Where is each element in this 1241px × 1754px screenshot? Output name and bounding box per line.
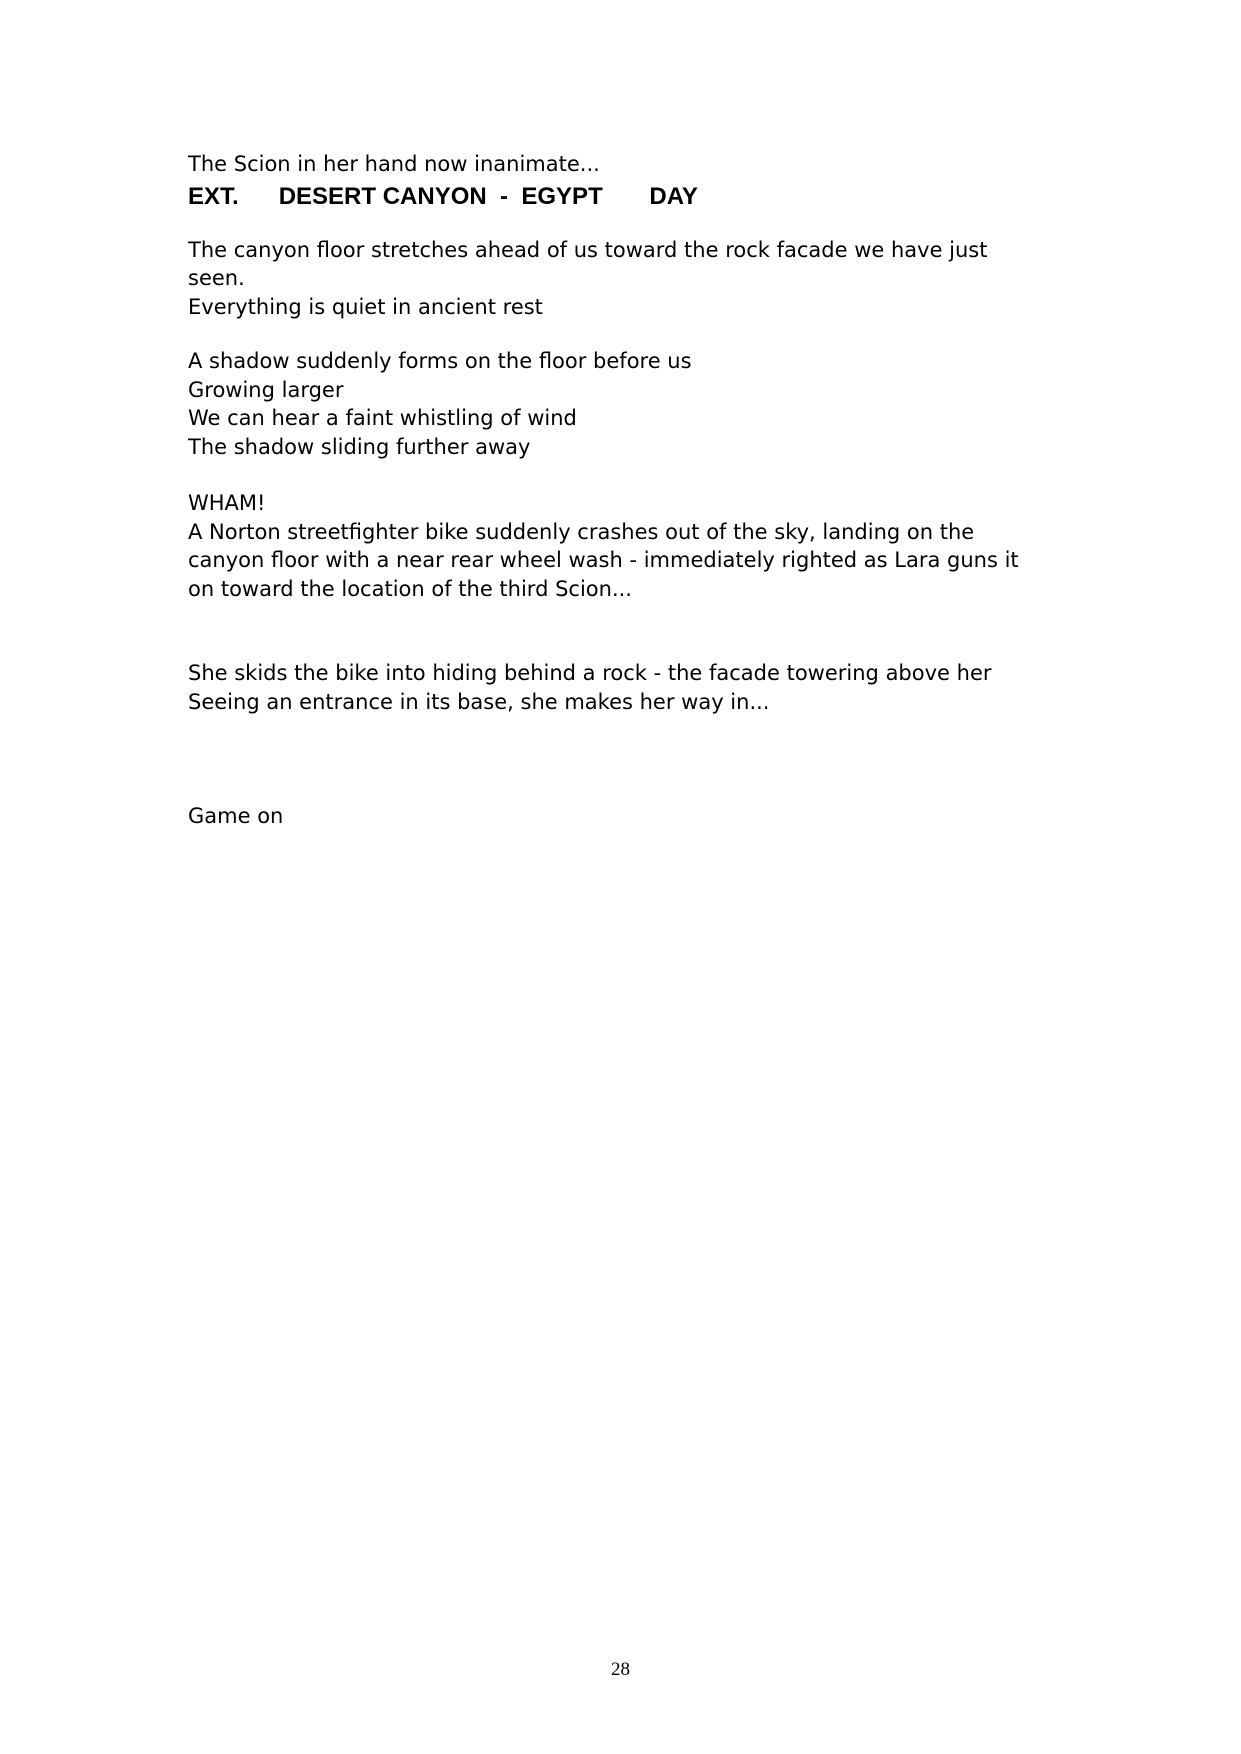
text-line: The canyon floor stretches ahead of us toward the rock facade we have just: [188, 237, 988, 262]
closing-line: Game on: [188, 804, 284, 828]
paragraph-shadow: [188, 347, 1068, 461]
page-number: 28: [611, 1659, 630, 1680]
scene-heading: EXT. DESERT CANYON - EGYPT DAY: [188, 182, 698, 210]
text-line: Growing larger: [188, 377, 344, 402]
text-line: The shadow sliding further away: [188, 434, 531, 459]
text-line: WHAM!: [188, 491, 266, 515]
text-line: seen.: [188, 266, 245, 290]
text-line: on toward the location of the third Scion...: [188, 576, 632, 601]
paragraph-entrance: [188, 659, 1068, 716]
text-line: We can hear a faint whistling of wind: [188, 406, 577, 430]
text-line: She skids the bike into hiding behind a rock - the facade towering above her: [188, 661, 992, 685]
text-line: A Norton streetfighter bike suddenly crashes out of the sky, landing on the: [188, 519, 975, 544]
paragraph-canyon: [188, 236, 1068, 322]
text-line: canyon floor with a near rear wheel wash - immediately righted as Lara guns it: [188, 548, 1019, 572]
text-line: A shadow suddenly forms on the floor before us: [188, 349, 692, 373]
paragraph-wham: [188, 489, 1068, 603]
screenplay-body: [188, 150, 1068, 831]
intro-line: The Scion in her hand now inanimate...: [188, 152, 600, 176]
text-line: Everything is quiet in ancient rest: [188, 294, 543, 319]
text-line: Seeing an entrance in its base, she makes her way in...: [188, 689, 770, 714]
